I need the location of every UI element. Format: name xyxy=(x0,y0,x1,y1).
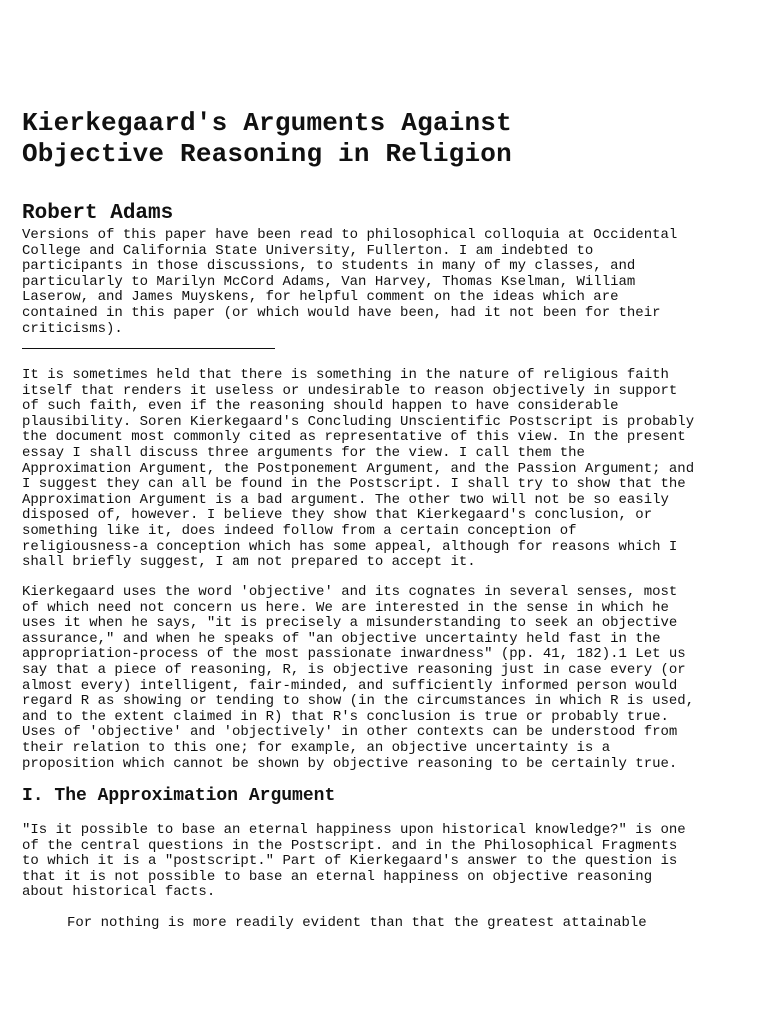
document-title: Kierkegaard's Arguments Against Objective Reasoning in Religion xyxy=(22,108,512,169)
acknowledgement-paragraph: Versions of this paper have been read to philosophical colloquia at Occidental College and California State University, Fullerton. I am indebted to participants in those discussions, to students in many of my classes, and particularly to Marilyn McCord Adams, Van Harvey, Thomas Kselman, William Laserow, and James Muyskens, for helpful comment on the ideas which are contained in this paper (or which would have been, had it not been for their criticisms). xyxy=(22,227,678,337)
author-name: Robert Adams xyxy=(22,202,174,225)
section-heading: I. The Approximation Argument xyxy=(22,786,336,806)
intro-paragraph: It is sometimes held that there is something in the nature of religious faith itself that renders it useless or undesirable to reason objectively in support of such faith, even if the reasoning should happen to have considerable plausibility. Soren Kierkegaard's Concluding Unscientific Postscript is probably the document most commonly cited as representative of this view. In the present essay I shall discuss three arguments for the view. I call them the Approximation Argument, the Postponement Argument, and the Passion Argument; and I suggest they can all be found in the Postscript. I shall try to show that the Approximation Argument is a bad argument. The other two will not be so easily disposed of, however. I believe they show that Kierkegaard's conclusion, or something like it, does indeed follow from a certain conception of religiousness-a conception which has some appeal, although for reasons which I shall briefly suggest, I am not prepared to accept it. xyxy=(22,367,695,571)
footnote-divider xyxy=(22,348,275,349)
block-quote: For nothing is more readily evident than that the greatest attainable xyxy=(67,915,647,931)
section-paragraph: "Is it possible to base an eternal happiness upon historical knowledge?" is one of the central questions in the Postscript. and in the Philosophical Fragments to which it is a "postscript." Part of Kierkegaard's answer to the question is that it is not possible to base an eternal happiness on objective reasoning about historical facts. xyxy=(22,822,686,901)
objective-definition-paragraph: Kierkegaard uses the word 'objective' and its cognates in several senses, most of which need not concern us here. We are interested in the sense in which he uses it when he says, "it is precisely a misunderstanding to seek an objective assurance," and when he speaks of "an objective uncertainty held fast in the appropriation-process of the most passionate inwardness" (pp. 41, 182).1 Let us say that a piece of reasoning, R, is objective reasoning just in case every (or almost every) intelligent, fair-minded, and sufficiently informed person would regard R as showing or tending to show (in the circumstances in which R is used, and to the extent claimed in R) that R's conclusion is true or probably true. Uses of 'objective' and 'objectively' in other contexts can be understood from their relation to this one; for example, an objective uncertainty is a proposition which cannot be shown by objective reasoning to be certainly true. xyxy=(22,584,695,772)
